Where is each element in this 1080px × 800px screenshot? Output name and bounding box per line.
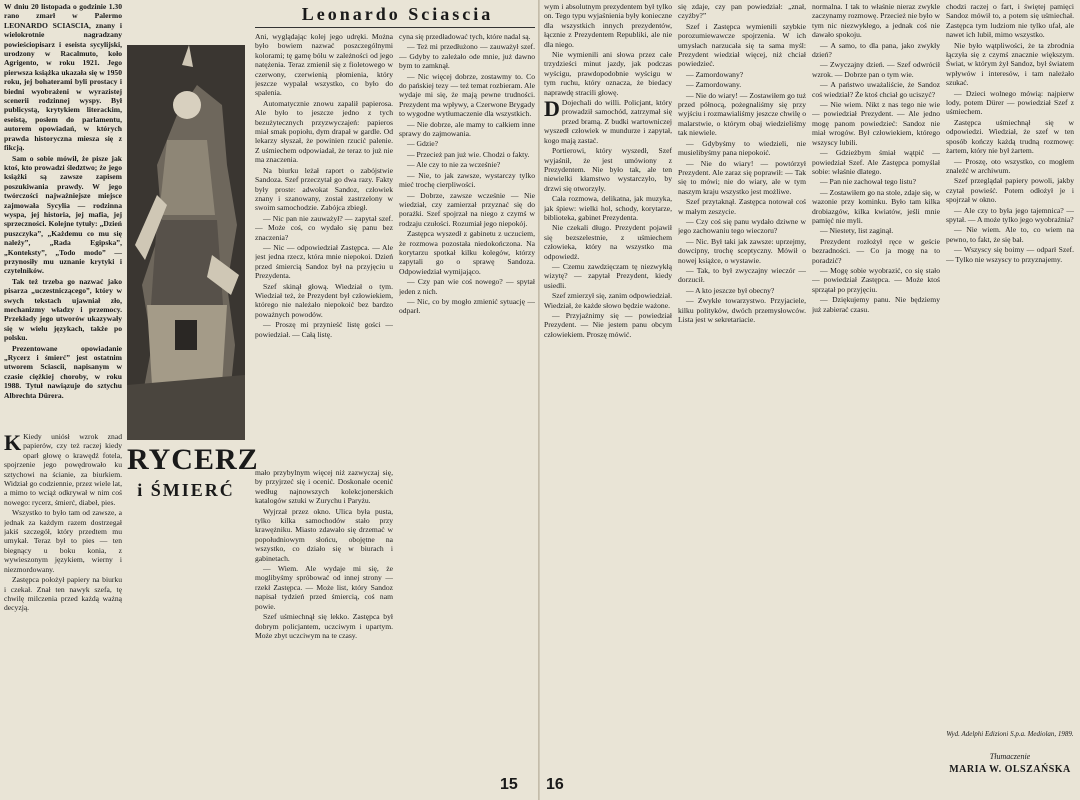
story-paragraph: Na biurku leżał raport o zabójstwie Sandoza. Szef przeczytał go dwa razy. Fakty były proste: adwokat Sandoz, człowiek znany i szanowany, został zastrzelony w swoim samochodzie. Zabójca zbiegł. bbox=[255, 165, 393, 213]
story-paragraph: — Zwykłe towarzystwo. Przyjaciele, kilku polityków, dwóch przemysłowców. Lista jest w sekretariacie. bbox=[678, 296, 806, 324]
intro-paragraph: Prezentowane opowiadanie „Rycerz i śmierć” jest ostatnim utworem Sciascii, napisanym w czasie ciężkiej choroby, w roku 1988. Tytuł nawiązuje do sztychu Albrechta Dürera. bbox=[4, 343, 122, 400]
intro-column bbox=[4, 2, 122, 427]
story-paragraph: wym i absolutnym prezydentem był tylko on. Tego typu wyjaśnienia były konieczne dla wszystkich innych prezydentów, łącznie z Prezydentem Republiki, ale nie dla niego. bbox=[544, 2, 672, 49]
story-paragraph: — Ale czy to była jego tajemnica? — spytał. — A może tylko jego wyobraźnia? bbox=[946, 205, 1074, 224]
drop-cap: D bbox=[544, 96, 560, 122]
story-paragraph: — Przecież pan już wie. Chodzi o fakty. bbox=[407, 149, 530, 159]
story-paragraph: — A państwo uważaliście, że Sandoz coś wiedział? Że ktoś chciał go uciszyć? bbox=[812, 80, 940, 99]
story-paragraph: — Dzieci wolnego mówią: najpierw lody, potem Dürer — powiedział Szef z uśmiechem. bbox=[946, 88, 1074, 117]
story-paragraph: — Zamordowany? bbox=[686, 69, 744, 79]
page-number-right: 16 bbox=[546, 776, 564, 793]
story-paragraph: — Nic pan nie zauważył? — zapytał szef. — Może coś, co wydało się panu bez znaczenia? bbox=[255, 213, 393, 242]
story-paragraph: — Nie do wiary! — powtórzył Prezydent. Ale zaraz się poprawił: — Tak się to mówi; nie do wiary, ale w tym naszym kraju wszystko jest możliwe. bbox=[678, 158, 806, 196]
story-paragraph: — Gdybyśmy to wiedzieli, nie musielibyśmy pana niepokoić. bbox=[678, 138, 806, 158]
intro-paragraph: Tak też trzeba go nazwać jako pisarza „uczestniczącego”, który w swych tekstach ujawniał zło, mechanizmy władzy i przemocy. Przekłady jego utworów ukazywały się w wielu językach, także po polsku. bbox=[4, 276, 122, 343]
story-paragraph: Nie wymienili ani słowa przez całe trzydzieści minut jazdy, jak podczas wyścigu, prawdopodobnie wyścigu w tym ruchu, który oznacza, że biedacy naprawdę stracili głowę. bbox=[544, 50, 672, 97]
story-paragraph: — Tak, to był zwyczajny wieczór — dorzucił. bbox=[678, 265, 806, 285]
intro-paragraph: W dniu 20 listopada o godzinie 1.30 rano zmarł w Palermo LEONARDO SCIASCIA, znany i wielokrotnie nagradzany powieściopisarz i eseista sycylijski, urodzony w Racalmuto, koło Agrigento, w roku 1921. Jego pierwsza książka ukazała się w 1950 roku, jej bohaterami byli prostacy i biedni wyobrażeni w wyrazistej scenerii rodzinnej wyspy. Był publicystą, krytykiem literackim, eseistą, posłem do parlamentu, autorem opowiadań, w których prawda historyczna miesza się z fikcją. bbox=[4, 2, 122, 153]
story-paragraph: — Zwyczajny dzień. — Szef odwrócił wzrok. — Dobrze pan o tym wie. bbox=[812, 60, 940, 79]
story-paragraph: — Czy pan wie coś nowego? — spytał jeden z nich. bbox=[399, 277, 535, 296]
story-column-3 bbox=[255, 468, 393, 794]
story-title-line1: RYCERZ bbox=[127, 443, 259, 476]
story-paragraph: cyna się przedładować tych, które nadal są. bbox=[399, 32, 531, 41]
story-paragraph: — A kto jeszcze był obecny? bbox=[686, 285, 775, 295]
story-paragraph: chodzi raczej o fart, i świętej pamięci Sandoz mówił to, a potem się uśmiechał. Zastępca tym ludziom nie tylko ufał, ale nawet ich lubił, mimo wszystko. bbox=[946, 2, 1074, 40]
translator-label: Tłumaczenie bbox=[989, 752, 1031, 761]
story-paragraph: Nie było wątpliwości, że ta zbrodnia łączyła się z czymś znacznie większym. Świat, w którym żył Sandoz, był światem wpływów i interesów, i tam należało szukać. bbox=[946, 40, 1074, 88]
story-paragraph: — Zamordowany. bbox=[686, 80, 742, 90]
story-paragraph: — Nie dobrze, ale mamy to całkiem inne sprawy do zajmowania. bbox=[399, 119, 535, 139]
story-paragraph: — Proszę, oto wszystko, co mogłem znaleźć w archiwum. bbox=[946, 156, 1074, 175]
story-paragraph: — Nic. Był taki jak zawsze: uprzejmy, dowcipny, trochę sceptyczny. Mówił o nowej książce, o wystawie. bbox=[678, 236, 806, 265]
story-paragraph: Wyjrzał przez okno. Ulica była pusta, tylko kilka samochodów stało przy krawężniku. Miasto zdawało się drzemać w popołudniowym słońcu, obojętne na wszystko, co działo się w biurach i gabinetach. bbox=[255, 506, 393, 563]
story-paragraph: — Gdzieżbym śmiał wątpić — powiedział Szef. Ale Zastępca pomyślał sobie: właśnie dlatego. bbox=[812, 148, 940, 176]
story-column-5 bbox=[544, 2, 672, 774]
story-paragraph: Prezydent rozłożył ręce w geście bezradności. — Co ja mogę na to poradzić? bbox=[812, 236, 940, 265]
story-column-6 bbox=[678, 2, 806, 794]
publisher-note: Wyd. Adelphi Edizioni S.p.a. Mediolan, 1989. bbox=[946, 730, 1074, 738]
story-column-2 bbox=[255, 32, 393, 464]
intro-paragraph: Sam o sobie mówił, że pisze jak ktoś, kto prowadzi śledztwo; że jego książki są zawsze zapisem poszukiwania prawdy. W jego twórczości najważniejsze miejsce zajmowała Sycylia — rodzinna wyspa, jej historia, jej mafia, jej sprzeczności. Kolejne tytuły: „Dzień puszczyka”, „Każdemu co mu się należy”, „Rada Egipska”, „Konteksty”, „Todo modo” — przynosiły mu uznanie krytyki i czytelników. bbox=[4, 153, 122, 276]
story-paragraph: — Mogę sobie wyobrazić, co się stało — powiedział Zastępca. — Może ktoś sprzątał po przyjęciu. bbox=[812, 265, 940, 294]
story-paragraph: — Niestety, list zaginął. bbox=[820, 226, 894, 236]
knight-death-illustration bbox=[127, 45, 245, 440]
story-column-1 bbox=[4, 432, 122, 794]
story-title-line2: i ŚMIERĆ bbox=[137, 480, 235, 500]
story-paragraph: — Wszyscy się boimy — odparł Szef. — Tylko nie wszyscy to przyznajemy. bbox=[946, 245, 1074, 264]
story-paragraph: Zastępca uśmiechnął się w odpowiedzi. Wiedział, że szef w ten sposób kończy każdą trudną rozmowę: żartem, który nie był żartem. bbox=[946, 117, 1074, 156]
story-paragraph: Szef uśmiechnął się lekko. Zastępca był dobrym policjantem, uczciwym i upartym. Może zbyt uczciwym na te czasy. bbox=[255, 612, 393, 640]
story-paragraph: — Ale czy to nie za wcześnie? bbox=[407, 160, 501, 170]
story-paragraph: się zdaje, czy pan powiedział: „znał, czyżby?” bbox=[678, 2, 806, 21]
story-paragraph: — Wiem. Ale wydaje mi się, że moglibyśmy spróbować od innej strony — rzekł Zastępca. — Może list, który Sandoz napisał tydzień przed śmiercią, coś nam powie. bbox=[255, 564, 393, 611]
story-paragraph: Zastępca położył papiery na biurku i czekał. Znał ten nawyk szefa, tę chwilę milczenia przed każdą ważną decyzją. bbox=[4, 575, 122, 613]
story-paragraph: — Też mi przedłużono — zauważył szef. — Gdyby to zależało ode mnie, już dawno bym to zamknął. bbox=[399, 42, 535, 71]
story-paragraph: K Kiedy uniósł wzrok znad papierów, czy też raczej kiedy oparł głowę o krawędź fotela, spojrzenie jego powędrowało ku sztychowi na ścianie, za biurkiem. Widział go codziennie, przez wiele lat, a mimo to wciąż odkrywał w nim coś nowego: rycerz, śmierć, diabeł, pies. bbox=[4, 432, 122, 507]
story-paragraph: Zastępca wyszedł z gabinetu z uczuciem, że rozmowa pozostała niedokończona. Na korytarzu spotkał kilku kolegów, którzy zapytali go o sprawę Sandoza. Odpowiedział wymijająco. bbox=[399, 229, 535, 276]
story-paragraph: Automatycznie znowu zapalił papierosa. Ale było to jeszcze jedno z tych bezużytecznych przyzwyczajeń: papieros miał smak popiołu, dym drapał w gardle. Od lekarzy słyszał, że powinien rzucić palenie. Z uśmiechem odpowiadał, że teraz to już nie ma znaczenia. bbox=[255, 98, 393, 165]
story-paragraph: — Nie do wiary! — Zostawiłem go tuż przed północą, pożegnaliśmy się przy wyjściu i rozmawialiśmy jeszcze chwilę o malarstwie, o którym obaj wiedzieliśmy tak niewiele. bbox=[678, 90, 806, 138]
story-paragraph: — A samo, to dla pana, jako zwykły dzień? bbox=[812, 40, 940, 60]
story-paragraph: Szef i Zastępca wymienili szybkie porozumiewawcze spojrzenia. W ich umysłach narzucała się ta sama myśl: Prezydent wiedział więcej, niż chciał powiedzieć. bbox=[678, 21, 806, 69]
story-paragraph: D Dojechali do willi. Policjant, który prowadził samochód, zatrzymał się przed bramą. Z budki wartowniczej wyszedł człowiek w mundurze i zapytał, kogo mają zastać. bbox=[544, 96, 672, 145]
story-title bbox=[127, 443, 259, 500]
title-rule bbox=[255, 27, 535, 28]
story-paragraph: — Nie, to jak zawsze, wystarczy tylko mieć trochę cierpliwości. bbox=[399, 170, 535, 190]
story-paragraph: Szef skinął głową. Wiedział o tym. Wiedział też, że Prezydent był człowiekiem, którego nie należało niepokoić bez bardzo poważnych powodów. bbox=[255, 281, 393, 319]
story-paragraph: — Zostawiłem go na stole, zdaje się, w wazonie przy kominku. Było tam kilka drobiazgów, kilka kwiatów, jeśli mnie pamięć nie myli. bbox=[812, 187, 940, 225]
right-page bbox=[540, 0, 1080, 800]
story-paragraph: — Dziękujemy panu. Nie będziemy już zabierać czasu. bbox=[812, 295, 940, 314]
story-column-7 bbox=[812, 2, 940, 794]
translator-name: MARIA W. OLSZAŃSKA bbox=[949, 764, 1071, 775]
story-paragraph: mało przybylnym więcej niż zazwyczaj się, by przyjrzeć się i ocenić. Doskonale ocenić według najnowszych kolekcjonerskich katalogów sztuki w Zurychu i Paryżu. bbox=[255, 468, 393, 506]
drop-cap: K bbox=[4, 432, 22, 455]
story-paragraph: — Przyjaźnimy się — powiedział Prezydent. — Nie jestem panu obcym człowiekiem. Proszę mówić. bbox=[544, 311, 672, 339]
story-paragraph: — Nic więcej dobrze, zostawmy to. Co do pańskiej tezy — też temat rozbieram. Ale wydaje mi się, że mają pewne trudności. Prezydent ma wpływy, a Czerwone Brygady to wygodne wytłumaczenie dla wszystkich. bbox=[399, 71, 535, 119]
story-paragraph: Szef przytaknął. Zastępca notował coś w małym zeszycie. bbox=[678, 197, 806, 216]
story-paragraph: normalna. I tak to właśnie nieraz zwykle zaczynamy rozmowę. Przecież nie było w tym nic niezwykłego, a jednak coś nie dawało spokoju. bbox=[812, 2, 940, 40]
story-paragraph: — Nic, co by mogło zmienić sytuację — odparł. bbox=[399, 296, 535, 316]
story-paragraph: — Nie wiem. Ale to, co wiem na pewno, to fakt, że się bał. bbox=[946, 225, 1074, 244]
author-name: Leonardo Sciascia bbox=[301, 4, 494, 24]
story-paragraph: — Proszę mi przynieść listę gości — powiedział. — Całą listę. bbox=[255, 320, 393, 339]
story-paragraph: — Czemu zawdzięczam tę niezwykłą wizytę? — zapytał Prezydent, kiedy usiedli. bbox=[544, 261, 672, 290]
story-paragraph: — Gdzie? bbox=[407, 139, 438, 149]
story-paragraph: Cała rozmowa, delikatna, jak muzyka, jak śpiew: wielki hol, schody, korytarze, biblioteka, gabinet Prezydenta. bbox=[544, 194, 672, 222]
story-paragraph: Portierowi, który wyszedł, Szef wyjaśnił, że jest umówiony z Prezydentem. Nie było tak, ale ten niewielki kłamstwo wystarczyło, by drzwi się otworzyły. bbox=[544, 146, 672, 193]
story-paragraph: — Dobrze, zawsze wcześnie — Nie wiedział, czy zamierzał przyznać się do porażki. Szef spojrzał na niego z czymś w rodzaju czułości. Rozumiał jego niepokój. bbox=[399, 190, 535, 228]
story-paragraph: — Czy coś się panu wydało dziwne w jego zachowaniu tego wieczoru? bbox=[678, 216, 806, 236]
story-paragraph: Wszystko to było tam od zawsze, a jednak za każdym razem dostrzegał jakiś szczegół, który przedtem mu umykał. Teraz był to pies — ten biegnący u boku konia, z wywieszonym językiem, wierny i niezmordowany. bbox=[4, 508, 122, 574]
story-paragraph: Szef zmierzył się, zanim odpowiedział. Wiedział, że każde słowo będzie ważone. bbox=[544, 291, 672, 310]
story-paragraph: Szef przeglądał papiery powoli, jakby czytał powieść. Potem odłożył je i spojrzał w okno. bbox=[946, 176, 1074, 205]
story-paragraph: Nie czekali długo. Prezydent pojawił się bezszelestnie, z uśmiechem człowieka, który na wszystko ma odpowiedź. bbox=[544, 223, 672, 261]
story-paragraph: — Pan nie zachował tego listu? bbox=[820, 177, 916, 187]
story-paragraph: Ani, wyglądając kolej jego udręki. Można było bowiem nazwać poszczególnymi kolorami; tę gamę bólu w zależności od jego natężenia. Teraz zmienił się z fioletowego w czerwony, czerwienią płomienia, który jeszcze wypalał wszystko, co było do spalenia. bbox=[255, 32, 393, 98]
story-column-4 bbox=[399, 32, 535, 794]
story-paragraph: — Nie wiem. Nikt z nas tego nie wie — powiedział Prezydent. — Ale jedno mogę panom powiedzieć: Sandoz nie miał wrogów. Był człowiekiem, którego wszyscy lubili. bbox=[812, 100, 940, 147]
story-paragraph: — Nic — odpowiedział Zastępca. — Ale jest jedna rzecz, która mnie niepokoi. Dzień przed śmiercią Sandoz był na przyjęciu u Prezydenta. bbox=[255, 242, 393, 281]
story-column-8 bbox=[946, 2, 1074, 724]
page-number-left: 15 bbox=[500, 776, 518, 793]
